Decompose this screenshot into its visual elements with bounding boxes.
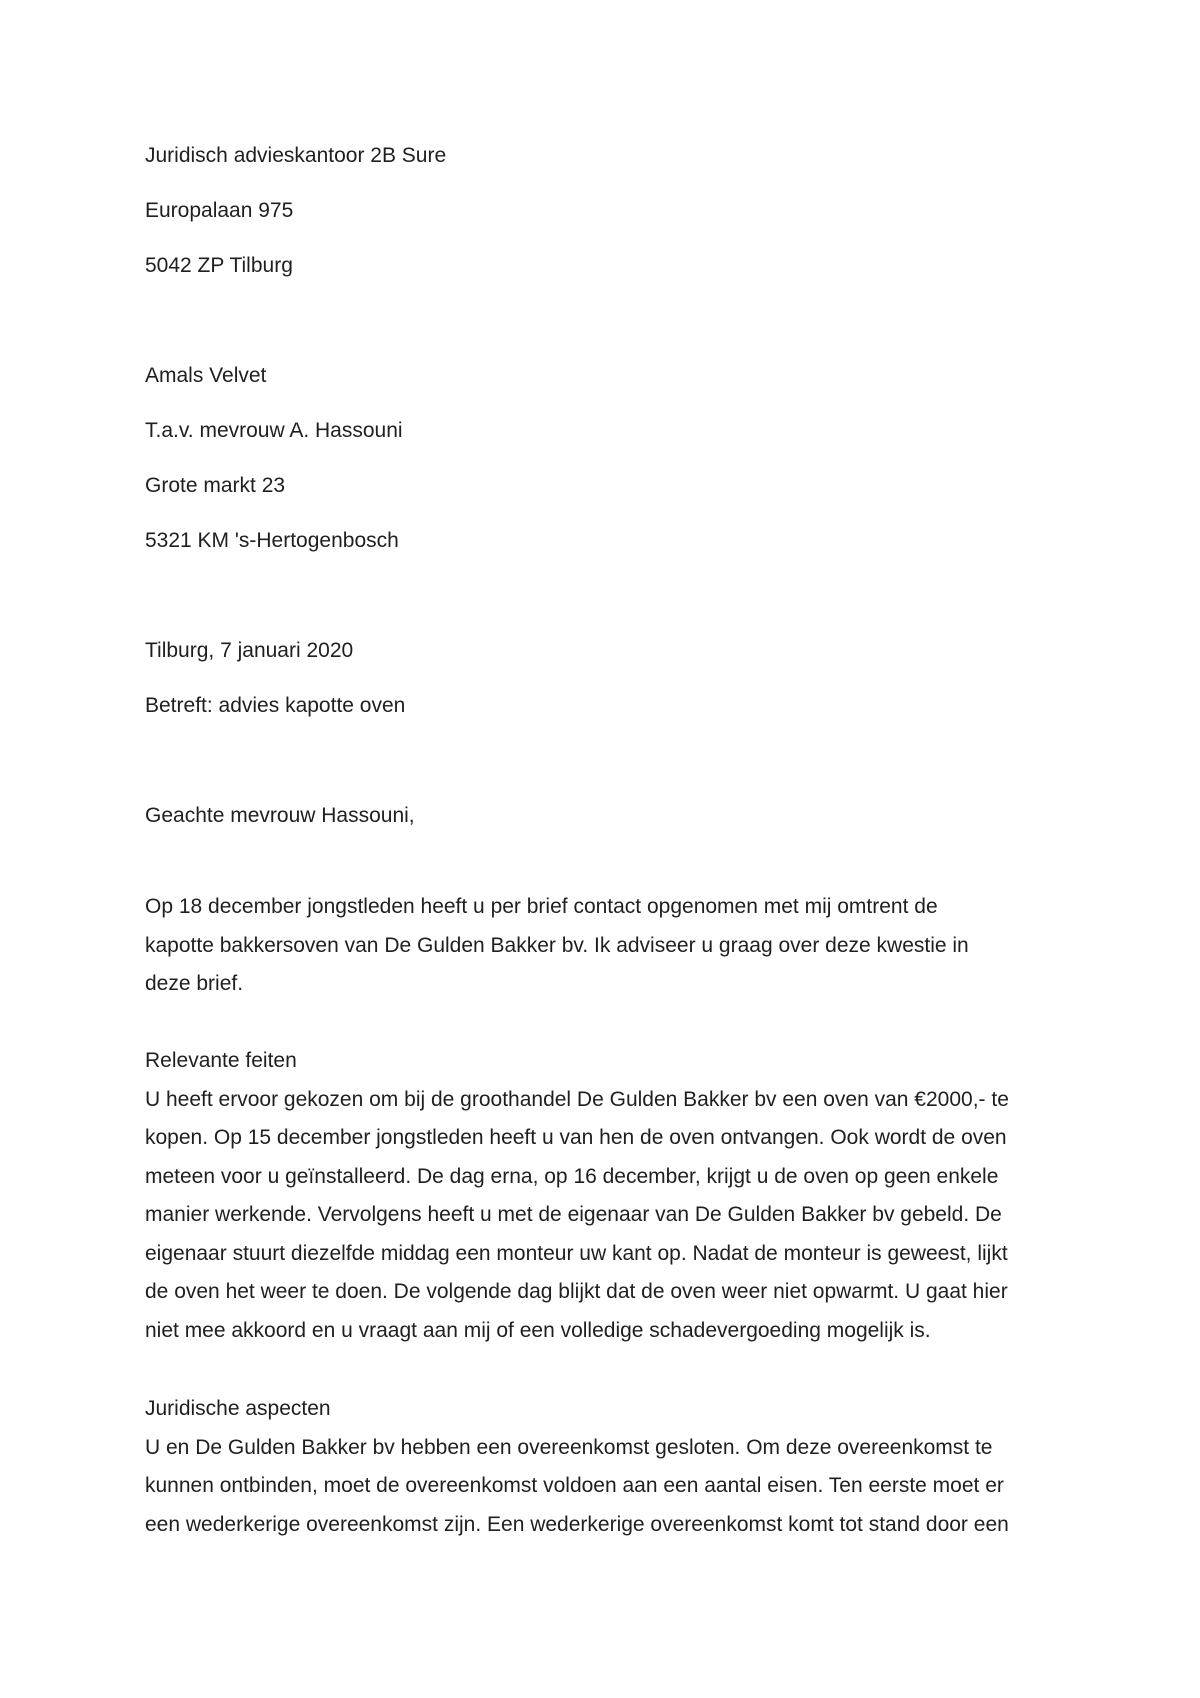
legal-section: [145, 1390, 1070, 1544]
facts-section: [145, 1042, 1070, 1350]
facts-line: de oven het weer te doen. De volgende dag blijkt dat de oven weer niet opwarmt. U gaat hier: [145, 1280, 1008, 1303]
recipient-attention: T.a.v. mevrouw A. Hassouni: [145, 419, 403, 442]
legal-line: kunnen ontbinden, moet de overeenkomst voldoen aan een aantal eisen. Ten eerste moet er: [145, 1474, 1004, 1497]
subject-line: Betreft: advies kapotte oven: [145, 694, 406, 717]
recipient-company: Amals Velvet: [145, 364, 267, 387]
date-line: Tilburg, 7 januari 2020: [145, 639, 354, 662]
salutation: Geachte mevrouw Hassouni,: [145, 804, 415, 827]
facts-line: niet mee akkoord en u vraagt aan mij of een volledige schadevergoeding mogelijk is.: [145, 1318, 931, 1342]
facts-line: kopen. Op 15 december jongstleden heeft u van hen de oven ontvangen. Ook wordt de oven: [145, 1126, 1007, 1149]
facts-line: U heeft ervoor gekozen om bij de groothandel De Gulden Bakker bv een oven van €2000,- te: [145, 1087, 1009, 1111]
letter-page: [145, 0, 1070, 1698]
sender-street: Europalaan 975: [145, 199, 294, 222]
intro-line: deze brief.: [145, 972, 244, 995]
recipient-street: Grote markt 23: [145, 474, 286, 497]
facts-line: meteen voor u geïnstalleerd. De dag erna, op 16 december, krijgt u de oven op geen enkele: [145, 1164, 999, 1188]
sender-name: Juridisch advieskantoor 2B Sure: [145, 144, 447, 167]
intro-line: kapotte bakkersoven van De Gulden Bakker bv. Ik adviseer u graag over deze kwestie in: [145, 933, 969, 957]
sender-city: 5042 ZP Tilburg: [145, 254, 293, 277]
legal-line: een wederkerige overeenkomst zijn. Een wederkerige overeenkomst komt tot stand door een: [145, 1512, 1009, 1536]
legal-heading: Juridische aspecten: [145, 1397, 331, 1420]
intro-line: Op 18 december jongstleden heeft u per brief contact opgenomen met mij omtrent de: [145, 895, 938, 918]
facts-heading: Relevante feiten: [145, 1049, 297, 1072]
recipient-city: 5321 KM 's-Hertogenbosch: [145, 529, 399, 552]
facts-line: manier werkende. Vervolgens heeft u met de eigenaar van De Gulden Bakker bv gebeld. De: [145, 1203, 1002, 1226]
intro-paragraph: [145, 888, 1070, 1004]
legal-line: U en De Gulden Bakker bv hebben een overeenkomst gesloten. Om deze overeenkomst te: [145, 1435, 993, 1459]
facts-line: eigenaar stuurt diezelfde middag een monteur uw kant op. Nadat de monteur is geweest, lijkt: [145, 1241, 1008, 1265]
